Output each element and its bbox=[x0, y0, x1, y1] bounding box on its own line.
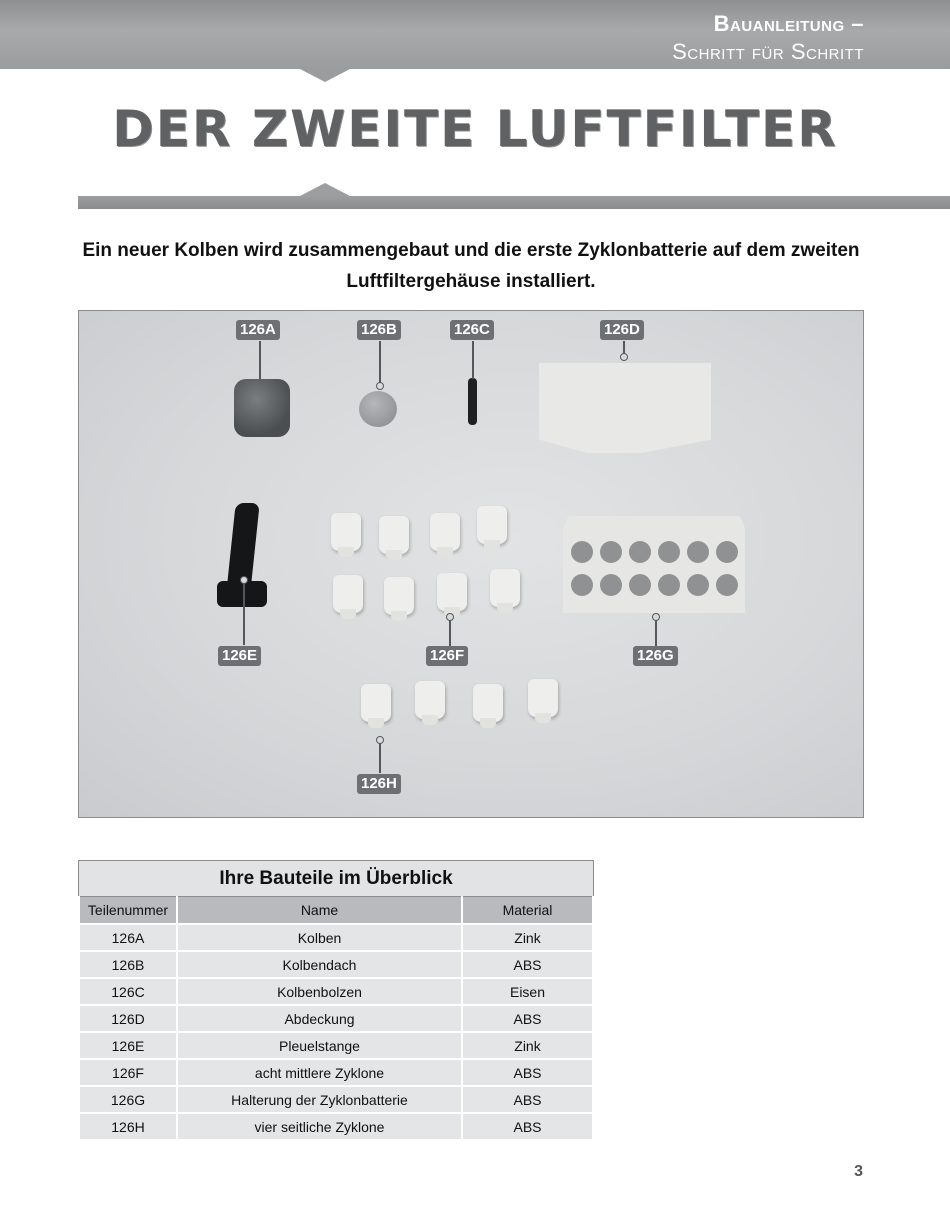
table-row bbox=[79, 1059, 593, 1086]
cyclone-part bbox=[477, 506, 507, 544]
cell-material: Eisen bbox=[462, 978, 593, 1005]
side-cyclone-part bbox=[473, 684, 503, 722]
table-row bbox=[79, 978, 593, 1005]
page-number: 3 bbox=[854, 1163, 863, 1180]
side-cyclone-part bbox=[528, 679, 558, 717]
cell-part-number: 126D bbox=[79, 1005, 177, 1032]
callout-126c: 126C bbox=[450, 320, 494, 340]
parts-photo bbox=[78, 310, 864, 818]
cell-part-number: 126A bbox=[79, 924, 177, 951]
section-header-line1: Bauanleitung – bbox=[713, 11, 864, 36]
section-header-line2: Schritt für Schritt bbox=[672, 39, 864, 64]
table-row bbox=[79, 924, 593, 951]
column-header-material: Material bbox=[462, 897, 593, 925]
cell-name: Abdeckung bbox=[177, 1005, 462, 1032]
cell-name: vier seitliche Zyklone bbox=[177, 1113, 462, 1140]
cyclone-part bbox=[331, 513, 361, 551]
cell-material: ABS bbox=[462, 1059, 593, 1086]
side-cyclone-part bbox=[415, 681, 445, 719]
table-row bbox=[79, 951, 593, 978]
cell-name: Kolbendach bbox=[177, 951, 462, 978]
cell-name: Halterung der Zyklonbatterie bbox=[177, 1086, 462, 1113]
piston-crown-part bbox=[359, 391, 397, 427]
piston-part bbox=[234, 379, 290, 437]
cell-name: Kolben bbox=[177, 924, 462, 951]
cyclone-holder-part bbox=[563, 516, 745, 613]
cell-part-number: 126E bbox=[79, 1032, 177, 1059]
cell-name: acht mittlere Zyklone bbox=[177, 1059, 462, 1086]
page-title: DER ZWEITE LUFTFILTER bbox=[112, 100, 838, 158]
table-row bbox=[79, 1032, 593, 1059]
cyclone-part bbox=[490, 569, 520, 607]
parts-table bbox=[78, 860, 594, 1141]
column-header-name: Name bbox=[177, 897, 462, 925]
table-row bbox=[79, 1113, 593, 1140]
connecting-rod-foot bbox=[217, 581, 267, 607]
cell-material: Zink bbox=[462, 924, 593, 951]
parts-table-title: Ihre Bauteile im Überblick bbox=[78, 860, 594, 896]
header-notch bbox=[300, 69, 350, 82]
callout-126b: 126B bbox=[357, 320, 401, 340]
cell-part-number: 126C bbox=[79, 978, 177, 1005]
cell-part-number: 126B bbox=[79, 951, 177, 978]
cell-material: Zink bbox=[462, 1032, 593, 1059]
cell-name: Kolbenbolzen bbox=[177, 978, 462, 1005]
table-row bbox=[79, 1005, 593, 1032]
callout-126a: 126A bbox=[236, 320, 280, 340]
divider-notch bbox=[300, 183, 350, 196]
callout-126f: 126F bbox=[426, 646, 468, 666]
callout-126d: 126D bbox=[600, 320, 644, 340]
piston-pin-part bbox=[468, 378, 477, 425]
callout-126e: 126E bbox=[218, 646, 261, 666]
side-cyclone-part bbox=[361, 684, 391, 722]
cell-material: ABS bbox=[462, 951, 593, 978]
table-header-row bbox=[79, 897, 593, 925]
cell-material: ABS bbox=[462, 1113, 593, 1140]
callout-126h: 126H bbox=[357, 774, 401, 794]
cyclone-part bbox=[333, 575, 363, 613]
cyclone-part bbox=[384, 577, 414, 615]
section-header bbox=[672, 10, 864, 66]
cell-part-number: 126G bbox=[79, 1086, 177, 1113]
cell-material: ABS bbox=[462, 1005, 593, 1032]
cell-part-number: 126F bbox=[79, 1059, 177, 1086]
table-row bbox=[79, 1086, 593, 1113]
cyclone-part bbox=[437, 573, 467, 611]
cell-part-number: 126H bbox=[79, 1113, 177, 1140]
divider-bar bbox=[78, 196, 950, 209]
intro-text: Ein neuer Kolben wird zusammengebaut und die erste Zyklonbatterie auf dem zweiten Luftfiltergehäuse installiert. bbox=[82, 240, 860, 292]
cell-material: ABS bbox=[462, 1086, 593, 1113]
cyclone-part bbox=[379, 516, 409, 554]
column-header-part-number: Teilenummer bbox=[79, 897, 177, 925]
callout-126g: 126G bbox=[633, 646, 678, 666]
cyclone-part bbox=[430, 513, 460, 551]
cell-name: Pleuelstange bbox=[177, 1032, 462, 1059]
cover-part bbox=[539, 363, 711, 453]
